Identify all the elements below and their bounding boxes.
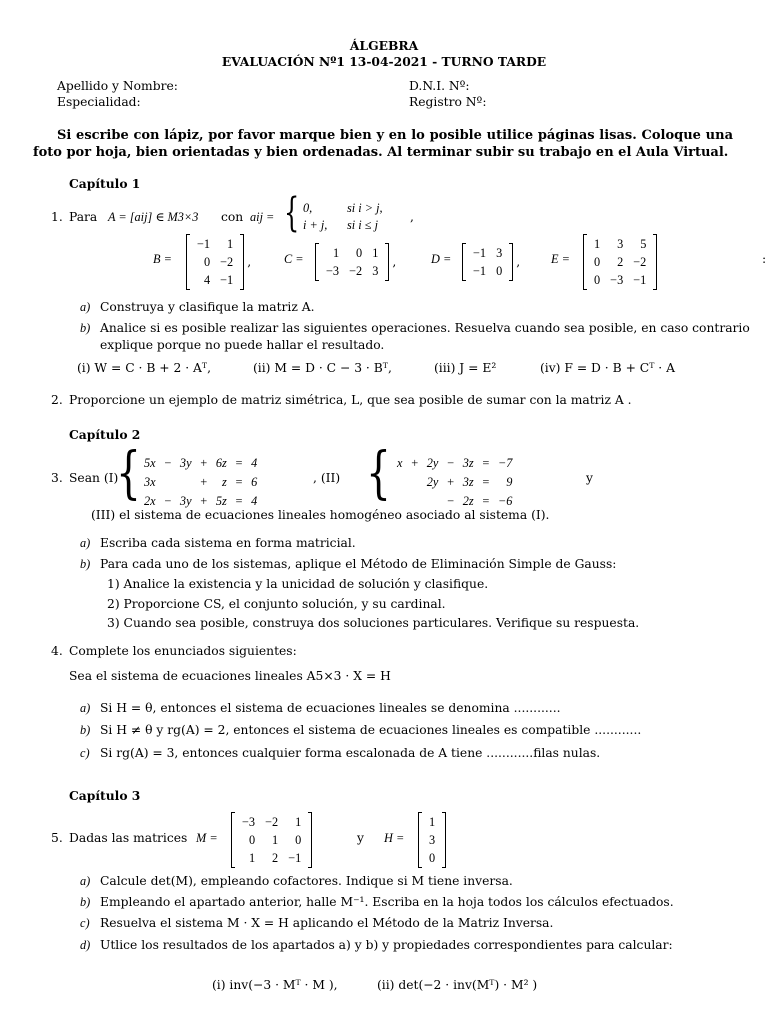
matrix-m-cell: 2 [272, 851, 279, 865]
matrix-c-cell: −2 [349, 264, 363, 278]
matrix-d-cell: 0 [496, 264, 503, 278]
system-1-term: 6 [251, 475, 258, 489]
system-2-brace: { [366, 441, 391, 506]
q5-part-d-text: Utlice los resultados de los apartados a) y b) y propiedades correspondientes para calcular: [100, 938, 673, 952]
q3-number: 3. [51, 471, 63, 485]
matrix-b-cell: 1 [227, 237, 234, 251]
system-1-term: = [234, 494, 244, 508]
q4-part-b-text: Si H ≠ θ y rg(A) = 2, entonces el sistema de ecuaciones lineales es compatible ............ [100, 723, 642, 737]
q3-part-a-text: Escriba cada sistema en forma matricial. [100, 536, 356, 550]
system-2-term: = [481, 475, 490, 489]
q3-sub-2: 2) Proporcione CS, el conjunto solución, y su cardinal. [107, 597, 446, 611]
matrix-m-cell: −3 [242, 815, 256, 829]
chapter-3-heading: Capítulo 3 [69, 788, 141, 803]
q2-text: Proporcione un ejemplo de matriz simétrica, L, que sea posible de sumar con la matriz A . [69, 393, 632, 407]
matrix-b-cell: −2 [220, 255, 234, 269]
q1-con: con [221, 210, 244, 224]
q1-matrix-a-def: A = [aij] ∈ M3×3 [108, 210, 199, 224]
q3-sub-3: 3) Cuando sea posible, construya dos soluciones particulares. Verifique su respuesta. [107, 616, 640, 630]
system-1-term: 3y [179, 456, 192, 470]
matrix-m-cell: 0 [248, 833, 256, 847]
name-field-label: Apellido y Nombre: [57, 79, 178, 93]
matrix-h-label: H = [384, 831, 405, 845]
q5-part-d-label: d) [80, 938, 91, 952]
system-1-brace: { [116, 441, 141, 506]
matrix-b-cell: −1 [197, 237, 211, 251]
q3-separator: , (II) [313, 471, 341, 485]
q1-part-a-text: Construya y clasifique la matriz A. [100, 300, 315, 314]
matrix-h-cell: 0 [429, 851, 436, 865]
system-2-term: − [446, 456, 455, 470]
q1-piecewise-brace: { [284, 190, 300, 236]
system-1-term: z [221, 475, 227, 489]
q4-text: Complete los enunciados siguientes: [69, 644, 297, 658]
matrix-e-cell: 3 [617, 237, 624, 251]
matrix-b: −1 1 0 −2 4 −1 , [186, 234, 251, 290]
q1-case2-condition: si i ≤ j [347, 218, 379, 232]
q1-part-a-label: a) [80, 300, 91, 314]
q1-part-b-text-2: explique porque no puede hallar el resultado. [100, 338, 385, 352]
system-1-term [177, 474, 195, 491]
system-2-term: − [446, 494, 455, 508]
matrix-e [583, 234, 657, 290]
q5-intro: Dadas las matrices [69, 831, 188, 845]
matrix-b-cell: −1 [220, 273, 234, 287]
q1-case1-value: 0, [303, 201, 313, 215]
matrix-e-cell: −3 [610, 273, 624, 287]
system-1-term: − [163, 494, 172, 508]
system-2-term: −6 [497, 494, 513, 508]
matrix-m [231, 812, 312, 868]
matrix-c-cell: −3 [326, 264, 340, 278]
q3-part-b-label: b) [80, 557, 91, 571]
chapter-1-heading: Capítulo 1 [69, 176, 141, 191]
q4-intro: Sea el sistema de ecuaciones lineales A5×3 · X = H [69, 669, 391, 683]
q3-system-iii: (III) el sistema de ecuaciones lineales homogéneo asociado al sistema (I). [91, 508, 550, 522]
system-1-term: + [199, 494, 208, 508]
system-2-term: 3z [462, 475, 474, 489]
matrix-m-cell: 1 [272, 833, 279, 847]
matrix-c-cell: 1 [372, 246, 379, 260]
system-2-term: 3z [462, 456, 474, 470]
matrix-e-cell: −2 [633, 255, 647, 269]
q5-part-c-text: Resuelva el sistema M · X = H aplicando el Método de la Matriz Inversa. [100, 916, 554, 930]
q3-part-a-label: a) [80, 536, 91, 550]
system-2 [392, 453, 517, 512]
system-1-term: = [234, 475, 244, 489]
system-2-term [394, 474, 405, 491]
q1-comma: , [410, 210, 414, 224]
system-1-term: + [199, 456, 208, 470]
system-2-term: 2y [426, 475, 439, 489]
q1-case1-condition: si i > j, [347, 201, 383, 215]
q1-number: 1. [51, 210, 63, 224]
q4-number: 4. [51, 644, 63, 658]
matrix-c: 1 0 1 −3 −2 3 , [315, 243, 396, 281]
matrix-e-cell: 0 [594, 255, 601, 269]
system-1-term: 2x [144, 494, 156, 508]
system-1-term: 4 [251, 494, 258, 508]
system-1-term: 5z [215, 494, 227, 508]
exam-subtitle: EVALUACIÓN Nº1 13-04-2021 - TURNO TARDE [221, 54, 547, 69]
matrix-e-cell: 5 [640, 237, 647, 251]
matrix-d-label: D = [431, 252, 452, 266]
q3-sub-1: 1) Analice la existencia y la unicidad de solución y clasifique. [107, 577, 489, 591]
system-1-term: 3y [179, 494, 192, 508]
q5-part-b-label: b) [80, 895, 91, 909]
system-2-term: 2z [462, 494, 474, 508]
q3-part-b-text: Para cada uno de los sistemas, aplique el Método de Eliminación Simple de Gauss: [100, 557, 617, 571]
q1-aij: aij = [250, 210, 275, 224]
system-2-term: 2y [426, 456, 439, 470]
q3-intro: Sean (I) [69, 471, 119, 485]
specialty-field-label: Especialidad: [57, 95, 141, 109]
system-1-term [161, 474, 175, 491]
matrix-c-cell: 0 [356, 246, 363, 260]
q1-intro: Para [69, 210, 98, 224]
q1-operation-3: (iii) J = E² [434, 361, 497, 375]
q5-part-b-text: Empleando el apartado anterior, halle M⁻¹. Escriba en la hoja todos los cálculos efectuados. [100, 895, 674, 909]
system-2-term: −7 [497, 456, 513, 470]
matrix-e-cell: 0 [594, 273, 601, 287]
system-1-term: 6z [215, 456, 227, 470]
system-2-term: + [410, 456, 419, 470]
chapter-2-heading: Capítulo 2 [69, 427, 141, 442]
system-1-term: + [199, 475, 208, 489]
q5-calc-1: (i) inv(−3 · Mᵀ · M ), [212, 978, 338, 992]
q5-number: 5. [51, 831, 63, 845]
matrix-m-cell: −1 [288, 851, 302, 865]
q1-part-b-text-1: Analice si es posible realizar las siguientes operaciones. Resuelva cuando sea posible, en caso contrario [100, 321, 750, 335]
q5-part-a-text: Calcule det(M), empleando cofactores. Indique si M tiene inversa. [100, 874, 513, 888]
system-2-term: + [446, 475, 455, 489]
system-1-term: 5x [144, 456, 156, 470]
dni-field-label: D.N.I. Nº: [409, 79, 470, 93]
matrix-h-cell: 3 [429, 833, 436, 847]
instructions: Si escribe con lápiz, por favor marque bien y en lo posible utilice páginas lisas. Coloque una foto por hoja, bien orientadas y bien ordenadas. Al terminar subir su trabajo en el Aula Virtual. [33, 128, 733, 160]
exam-title: ÁLGEBRA [349, 38, 419, 53]
q4-part-b-label: b) [80, 723, 91, 737]
matrix-c-cell: 3 [372, 264, 379, 278]
system-1-term: = [234, 456, 244, 470]
matrix-m-cell: 1 [248, 851, 256, 865]
q5-part-a-label: a) [80, 874, 91, 888]
matrix-m-cell: −2 [265, 815, 279, 829]
matrix-e-cell: −1 [633, 273, 647, 287]
q1-part-b-label: b) [80, 321, 91, 335]
matrix-m-cell: 0 [295, 833, 302, 847]
matrix-e-cell: 1 [594, 237, 601, 251]
system-1-term: 3x [144, 475, 156, 489]
system-1 [139, 453, 262, 512]
matrix-b-cell: 0 [203, 255, 211, 269]
q5-calc-2: (ii) det(−2 · inv(Mᵀ) · M² ) [377, 978, 538, 992]
q5-y: y [357, 831, 364, 845]
q5-part-c-label: c) [80, 916, 90, 930]
matrix-d: −1 3 −1 0 , [462, 243, 520, 281]
q4-part-a-text: Si H = θ, entonces el sistema de ecuaciones lineales se denomina ............ [100, 701, 561, 715]
system-2-term: x [397, 456, 403, 470]
matrix-e-cell: 2 [617, 255, 624, 269]
q3-y: y [586, 471, 593, 485]
q1-trailing-colon: : [762, 252, 767, 266]
matrix-h-cell: 1 [429, 815, 436, 829]
system-2-term: = [481, 494, 490, 508]
q4-part-c-label: c) [80, 746, 90, 760]
matrix-h [418, 812, 446, 868]
q4-part-c-text: Si rg(A) = 3, entonces cualquier forma escalonada de A tiene ............filas nulas. [100, 746, 601, 760]
system-2-term: 9 [506, 475, 513, 489]
register-field-label: Registro Nº: [409, 95, 487, 109]
matrix-c-cell: 1 [332, 246, 340, 260]
q1-case2-value: i + j, [303, 218, 328, 232]
system-2-term [407, 474, 421, 491]
q1-operation-1: (i) W = C · B + 2 · Aᵀ, [77, 361, 211, 375]
matrix-b-label: B = [153, 252, 172, 266]
matrix-c-label: C = [284, 252, 304, 266]
matrix-m-label: M = [196, 831, 218, 845]
matrix-d-cell: 3 [496, 246, 503, 260]
matrix-b-cell: 4 [203, 273, 211, 287]
matrix-d-cell: −1 [473, 264, 487, 278]
matrix-d-cell: −1 [473, 246, 487, 260]
system-2-term: = [481, 456, 490, 470]
system-1-term: 4 [251, 456, 258, 470]
q1-operation-4: (iv) F = D · B + Cᵀ · A [540, 361, 675, 375]
q4-part-a-label: a) [80, 701, 91, 715]
matrix-m-cell: 1 [295, 815, 302, 829]
system-1-term: − [163, 456, 172, 470]
q2-number: 2. [51, 393, 63, 407]
q1-operation-2: (ii) M = D · C − 3 · Bᵀ, [253, 361, 392, 375]
matrix-e-label: E = [551, 252, 570, 266]
